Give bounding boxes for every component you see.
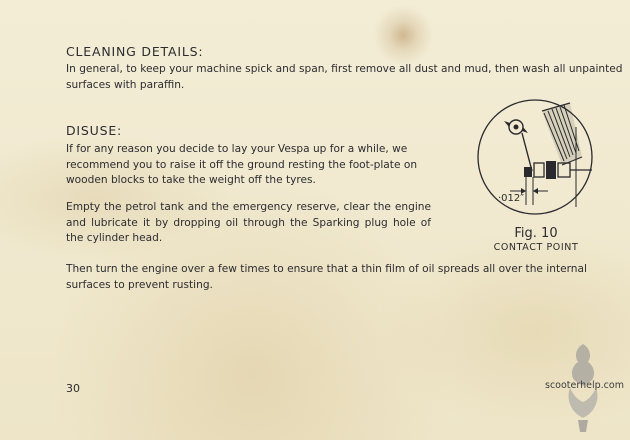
figure-caption: CONTACT POINT bbox=[493, 242, 579, 253]
disuse-paragraph-2: Empty the petrol tank and the emergency reserve, clear the engine and lubricate it by dropping oil through the Sparking plug hole of the cylinder head. bbox=[66, 201, 431, 244]
contact-point-figure bbox=[470, 97, 600, 222]
contact-point-diagram bbox=[470, 97, 600, 222]
cleaning-details-text: In general, to keep your machine spick and span, first remove all dust and mud, then wash all unpainted surfaces with paraffin. bbox=[66, 63, 623, 91]
figure-title: Fig. 10 bbox=[514, 226, 558, 241]
cleaning-details-heading: CLEANING DETAILS: bbox=[66, 44, 204, 59]
disuse-paragraph-3: Then turn the engine over a few times to ensure that a thin film of oil spreads all over the internal surfaces to prevent rusting. bbox=[66, 263, 587, 291]
watermark-text: scooterhelp.com bbox=[545, 380, 624, 391]
disuse-paragraph-1: If for any reason you decide to lay your Vespa up for a while, we recommend you to raise it off the ground resting the foot-plate on wooden blocks to take the weight off the tyres. bbox=[66, 143, 418, 186]
pivot-clip bbox=[504, 120, 528, 134]
gap-measurement-label: ·012″ bbox=[498, 193, 525, 204]
disuse-heading: DISUSE: bbox=[66, 123, 123, 138]
page-number: 30 bbox=[66, 382, 80, 395]
